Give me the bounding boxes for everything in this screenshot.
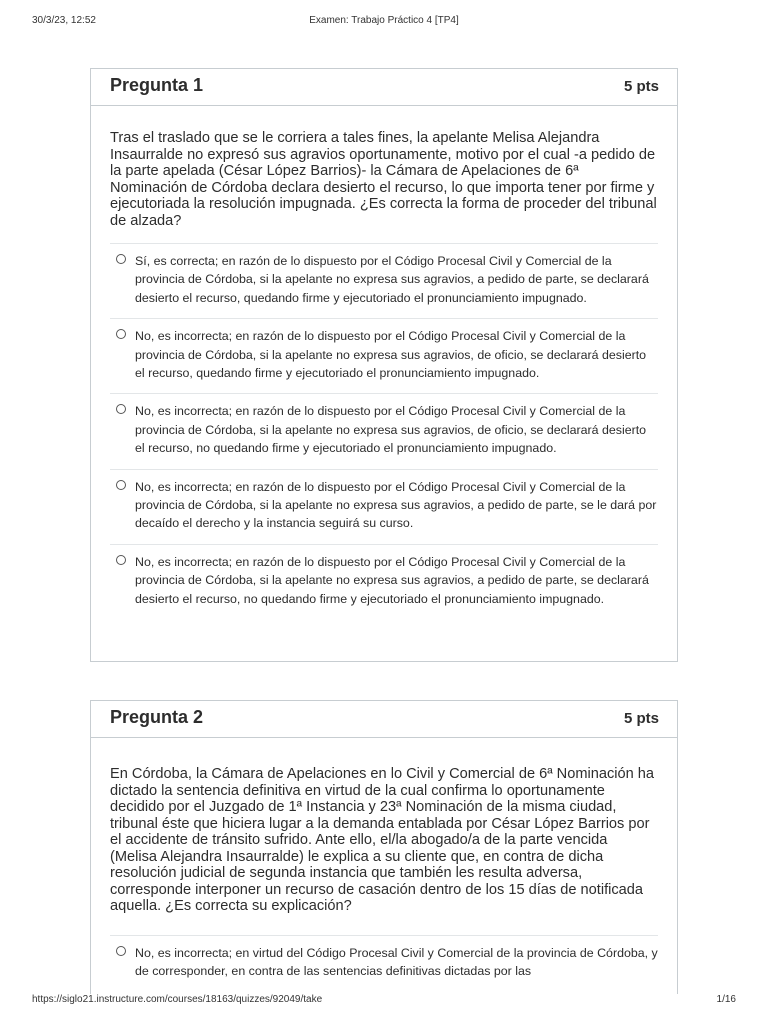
radio-button-icon[interactable] — [116, 404, 126, 414]
question-body — [91, 738, 677, 991]
question-title: Pregunta 1 — [110, 75, 204, 95]
question-header — [91, 701, 677, 738]
question-points: 5 pts — [623, 710, 659, 727]
answer-list — [110, 935, 658, 992]
answer-label: No, es incorrecta; en virtud del Código Procesal Civil y Comercial de la provincia de Córdoba, y de corresponder, en contra de las sentencias definitivas dictadas por las — [135, 945, 658, 978]
answer-label: No, es incorrecta; en razón de lo dispuesto por el Código Procesal Civil y Comercial de la provincia de Córdoba, si la apelante no expresa sus agravios, de oficio, se declarará desierto el recurso, no quedando firme y ejecutoriado el pronunciamiento impugnado. — [135, 404, 647, 456]
radio-button-icon[interactable] — [116, 480, 126, 490]
answer-option-5[interactable] — [110, 545, 658, 619]
question-title: Pregunta 2 — [110, 707, 204, 727]
print-url: https://siglo21.instructure.com/courses/18163/quizzes/92049/take — [32, 994, 323, 1005]
answer-option-3[interactable] — [110, 394, 658, 469]
answer-label: No, es incorrecta; en razón de lo dispuesto por el Código Procesal Civil y Comercial de la provincia de Córdoba, si la apelante no expresa sus agravios, a pedido de parte, se declarará desierto el recurso, no quedando firme y ejecutoriado el pronunciamiento impugnado. — [135, 554, 649, 606]
radio-button-icon[interactable] — [116, 946, 126, 956]
answer-option-1[interactable] — [110, 244, 658, 319]
print-page-title: Examen: Trabajo Práctico 4 [TP4] — [309, 15, 459, 26]
radio-button-icon[interactable] — [116, 254, 126, 264]
print-footer — [32, 994, 736, 1008]
answer-label: No, es incorrecta; en razón de lo dispuesto por el Código Procesal Civil y Comercial de la provincia de Córdoba, si la apelante no expresa sus agravios, a pedido de parte, se le dará por decaído el derecho y la instancia seguirá su curso. — [135, 479, 657, 531]
question-1 — [90, 68, 678, 662]
answer-list — [110, 243, 658, 619]
answer-label: No, es incorrecta; en razón de lo dispuesto por el Código Procesal Civil y Comercial de la provincia de Córdoba, si la apelante no expresa sus agravios, de oficio, se declarará desierto el recurso, quedando firme y ejecutoriado el pronunciamiento impugnado. — [135, 329, 647, 381]
question-2 — [90, 700, 678, 994]
print-page-number: 1/16 — [716, 994, 736, 1005]
answer-option-2[interactable] — [110, 319, 658, 394]
question-text: Tras el traslado que se le corriera a tales fines, la apelante Melisa Alejandra Insaurralde no expresó sus agravios oportunamente, motivo por el cual -a pedido de la parte apelada (César López Barrios)- la Cámara de Apelaciones de 6ª Nominación de Córdoba declara desierto el recurso, lo que importa tener por firme y ejecutoriada la resolución impugnada. ¿Es correcta la forma de proceder del tribunal de alzada? — [110, 130, 657, 229]
answer-option-4[interactable] — [110, 470, 658, 545]
print-header — [32, 15, 736, 29]
radio-button-icon[interactable] — [116, 555, 126, 565]
print-datetime: 30/3/23, 12:52 — [32, 15, 96, 26]
question-header — [91, 69, 677, 106]
question-text: En Córdoba, la Cámara de Apelaciones en lo Civil y Comercial de 6ª Nominación ha dictado la sentencia definitiva en virtud de la cual confirma lo oportunamente decidido por el Juzgado de 1ª Instancia y 23ª Nominación de la misma ciudad, tribunal éste que hiciera lugar a la demanda entablada por César López Barrios por el accidente de tránsito sufrido. Ante ello, el/la abogado/a de la parte vencida (Melisa Alejandra Insaurralde) le explica a su cliente que, en contra de dicha resolución judicial de segunda instancia que también les resulta adversa, corresponde interponer un recurso de casación dentro de los 15 días de notificada aquella. ¿Es correcta su explicación? — [110, 766, 655, 914]
question-body — [91, 106, 677, 619]
question-points: 5 pts — [623, 78, 659, 95]
answer-option-1[interactable] — [110, 936, 658, 992]
radio-button-icon[interactable] — [116, 329, 126, 339]
answer-label: Sí, es correcta; en razón de lo dispuesto por el Código Procesal Civil y Comercial de la provincia de Córdoba, si la apelante no expresa sus agravios, a pedido de parte, se declarará desierto el recurso, quedando firme y ejecutoriado el pronunciamiento impugnado. — [135, 254, 649, 305]
